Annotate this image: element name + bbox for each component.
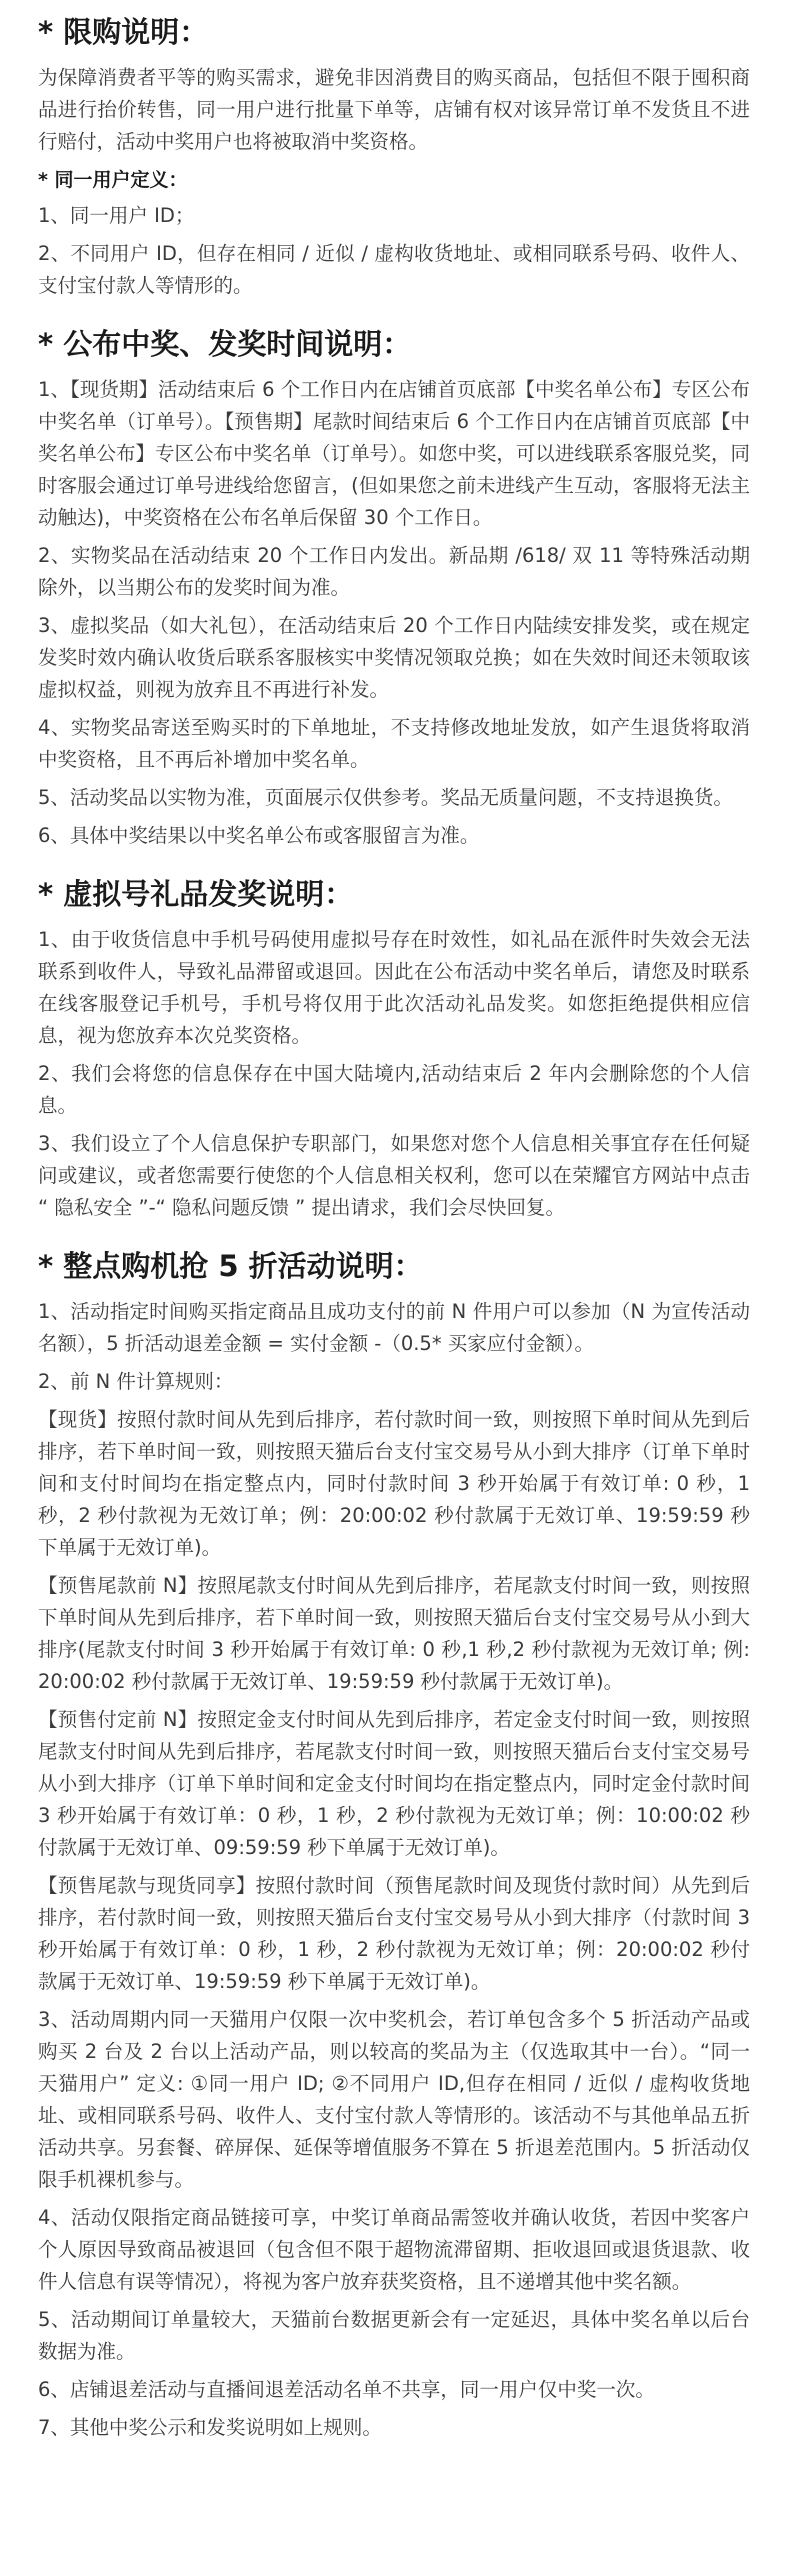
section-title: * 整点购机抢 5 折活动说明： [38, 1249, 423, 1283]
rule-paragraph: 【预售尾款与现货同享】按照付款时间（预售尾款时间及现货付款时间）从先到后排序，若付款时间一致，则按照天猫后台支付宝交易号从小到大排序（付款时间 3 秒开始属于有效订单：0 秒，1 秒，2 秒付款视为无效订单；例：20:00:02 秒付款属于无效订单、19:59:59 秒下单属于无效订单)。 [38, 1874, 750, 1993]
rule-paragraph: 6、店铺退差活动与直播间退差活动名单不共享，同一用户仅中奖一次。 [38, 2378, 655, 2401]
rule-paragraph: 1、活动指定时间购买指定商品且成功支付的前 N 件用户可以参加（N 为宣传活动名额），5 折活动退差金额 = 实付金额 -（0.5* 买家应付金额）。 [38, 1300, 750, 1355]
rule-paragraph: 1、同一用户 ID； [38, 204, 195, 227]
rule-section [38, 1246, 750, 2444]
rule-paragraph: 【预售付定前 N】按照定金支付时间从先到后排序，若定金支付时间一致，则按照尾款支付时间从先到后排序，若尾款支付时间一致，则按照天猫后台支付宝交易号从小到大排序（订单下单时间和定金支付时间均在指定整点内，同时定金付款时间 3 秒开始属于有效订单：0 秒，1 秒，2 秒付款视为无效订单；例：10:00:02 秒付款属于无效订单、09:59:59 秒下单属于无效订单)。 [38, 1708, 750, 1859]
rule-paragraph: 3、我们设立了个人信息保护专职部门，如果您对您个人信息相关事宜存在任何疑问或建议，或者您需要行使您的个人信息相关权利，您可以在荣耀官方网站中点击 “ 隐私安全 ”-“ 隐私问题反馈 ” 提出请求，我们会尽快回复。 [38, 1132, 750, 1219]
rule-paragraph: 7、其他中奖公示和发奖说明如上规则。 [38, 2416, 382, 2439]
section-title: * 虚拟号礼品发奖说明： [38, 877, 354, 911]
rule-paragraph: 5、活动期间订单量较大，天猫前台数据更新会有一定延迟，具体中奖名单以后台数据为准。 [38, 2308, 750, 2363]
section-title: * 限购说明： [38, 15, 209, 49]
rule-paragraph: 2、我们会将您的信息保存在中国大陆境内,活动结束后 2 年内会删除您的个人信息。 [38, 1062, 750, 1117]
rule-paragraph: 6、具体中奖结果以中奖名单公布或客服留言为准。 [38, 824, 480, 847]
rule-paragraph: 4、实物奖品寄送至购买时的下单地址，不支持修改地址发放，如产生退货将取消中奖资格，且不再后补增加中奖名单。 [38, 716, 750, 771]
rule-paragraph: 【现货】按照付款时间从先到后排序，若付款时间一致，则按照下单时间从先到后排序，若下单时间一致，则按照天猫后台支付宝交易号从小到大排序（订单下单时间和支付时间均在指定整点内，同时付款时间 3 秒开始属于有效订单: 0 秒，1 秒，2 秒付款视为无效订单；例：20:00:02 秒付款属于无效订单、19:59:59 秒下单属于无效订单)。 [38, 1408, 750, 1559]
rule-paragraph: 【预售尾款前 N】按照尾款支付时间从先到后排序，若尾款支付时间一致，则按照下单时间从先到后排序，若下单时间一致，则按照天猫后台支付宝交易号从小到大排序(尾款支付时间 3 秒开始属于有效订单: 0 秒,1 秒,2 秒付款视为无效订单; 例: 20:00:02 秒付款属于无效订单、19:59:59 秒付款属于无效订单)。 [38, 1574, 750, 1693]
section-title: * 公布中奖、发奖时间说明： [38, 327, 412, 361]
rule-paragraph: 1、由于收货信息中手机号码使用虚拟号存在时效性，如礼品在派件时失效会无法联系到收件人，导致礼品滞留或退回。因此在公布活动中奖名单后，请您及时联系在线客服登记手机号，手机号将仅用于此次活动礼品发奖。如您拒绝提供相应信息，视为您放弃本次兑奖资格。 [38, 928, 750, 1047]
rule-paragraph: 1、【现货期】活动结束后 6 个工作日内在店铺首页底部【中奖名单公布】专区公布中奖名单（订单号）。【预售期】尾款时间结束后 6 个工作日内在店铺首页底部【中奖名单公布】专区公布中奖名单（订单号）。如您中奖，可以进线联系客服兑奖，同时客服会通过订单号进线给您留言，(但如果您之前未进线产生互动，客服将无法主动触达)，中奖资格在公布名单后保留 30 个工作日。 [38, 378, 750, 529]
sub-heading: * 同一用户定义： [38, 169, 188, 191]
rule-paragraph: 3、虚拟奖品（如大礼包），在活动结束后 20 个工作日内陆续安排发奖，或在规定发奖时效内确认收货后联系客服核实中奖情况领取兑换；如在失效时间还未领取该虚拟权益，则视为放弃且不再进行补发。 [38, 614, 750, 701]
rule-section [38, 12, 750, 302]
rule-paragraph: 2、实物奖品在活动结束 20 个工作日内发出。新品期 /618/ 双 11 等特殊活动期除外，以当期公布的发奖时间为准。 [38, 544, 750, 599]
rule-paragraph: 2、不同用户 ID，但存在相同 / 近似 / 虚构收货地址、或相同联系号码、收件人、支付宝付款人等情形的。 [38, 242, 750, 297]
rule-section [38, 324, 750, 852]
rule-paragraph: 4、活动仅限指定商品链接可享，中奖订单商品需签收并确认收货，若因中奖客户个人原因导致商品被退回（包含但不限于超物流滞留期、拒收退回或退货退款、收件人信息有误等情况），将视为客户放弃获奖资格，且不递增其他中奖名额。 [38, 2206, 750, 2293]
rule-section [38, 874, 750, 1224]
rule-paragraph: 为保障消费者平等的购买需求，避免非因消费目的购买商品，包括但不限于囤积商品进行抬价转售，同一用户进行批量下单等，店铺有权对该异常订单不发货且不进行赔付，活动中奖用户也将被取消中奖资格。 [38, 66, 750, 153]
rule-paragraph: 5、活动奖品以实物为准，页面展示仅供参考。奖品无质量问题，不支持退换货。 [38, 786, 733, 809]
rule-paragraph: 2、前 N 件计算规则： [38, 1370, 234, 1393]
rule-paragraph: 3、活动周期内同一天猫用户仅限一次中奖机会，若订单包含多个 5 折活动产品或购买 2 台及 2 台以上活动产品，则以较高的奖品为主（仅选取其中一台）。“同一天猫用户” 定义: ①同一用户 ID; ②不同用户 ID,但存在相同 / 近似 / 虚构收货地址、或相同联系号码、收件人、支付宝付款人等情形的。该活动不与其他单品五折活动共享。另套餐、碎屏保、延保等增值服务不算在 5 折退差范围内。5 折活动仅限手机裸机参与。 [38, 2008, 750, 2191]
